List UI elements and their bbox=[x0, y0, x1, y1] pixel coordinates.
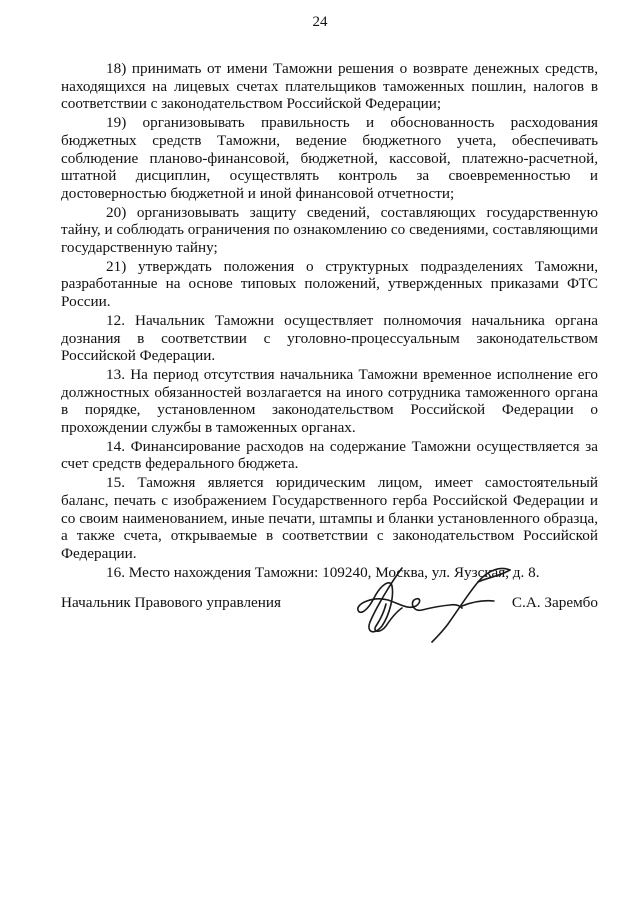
paragraph-clause-16: 16. Место нахождения Таможни: 109240, Москва, ул. Яузская, д. 8. bbox=[106, 563, 540, 581]
paragraph-clause-13: 13. На период отсутствия начальника Таможни временное исполнение его должностных обязанностей возлагается на иного сотрудника таможенного органа в порядке, установленном законодательством Российской Федерации о прохождении службы в таможенных органах. bbox=[61, 365, 598, 437]
paragraph-item-19: 19) организовывать правильность и обоснованность расходования бюджетных средств Таможни, ведение бюджетного учета, обеспечивать соблюдение планово-финансовой, бюджетной, кассовой, платежно-расчетной, штатной дисциплин, осуществлять контроль за своевременностью и достоверностью бюджетной и иной финансовой отчетности; bbox=[61, 114, 598, 202]
document-body bbox=[61, 60, 598, 581]
paragraph-clause-12: 12. Начальник Таможни осуществляет полномочия начальника органа дознания в соответствии с уголовно-процессуальным законодательством Российской Федерации. bbox=[61, 311, 598, 365]
paragraph-item-18: 18) принимать от имени Таможни решения о возврате денежных средств, находящихся на лицевых счетах плательщиков таможенных пошлин, налогов в соответствии с законодательством Российской Федерации; bbox=[61, 60, 598, 113]
signature-block bbox=[61, 594, 598, 614]
paragraph-clause-15: 15. Таможня является юридическим лицом, имеет самостоятельный баланс, печать с изображением Государственного герба Российской Федерации и со своим наименованием, иные печати, штампы и бланки установленного образца, а также счета, открываемые в соответствии с законодательством Российской Федерации. bbox=[61, 474, 598, 562]
paragraph-clause-14: 14. Финансирование расходов на содержание Таможни осуществляется за счет средств федерального бюджета. bbox=[61, 437, 598, 473]
signatory-name: С.А. Зарембо bbox=[511, 594, 598, 611]
paragraph-item-20: 20) организовывать защиту сведений, составляющих государственную тайну, и соблюдать ограничения по ознакомлению со сведениями, составляющими государственную тайну; bbox=[61, 203, 598, 257]
page-number: 24 bbox=[312, 14, 328, 30]
paragraph-item-21: 21) утверждать положения о структурных подразделениях Таможни, разработанные на основе типовых положений, утвержденных приказами ФТС России. bbox=[61, 257, 598, 311]
signatory-position: Начальник Правового управления bbox=[61, 594, 282, 611]
